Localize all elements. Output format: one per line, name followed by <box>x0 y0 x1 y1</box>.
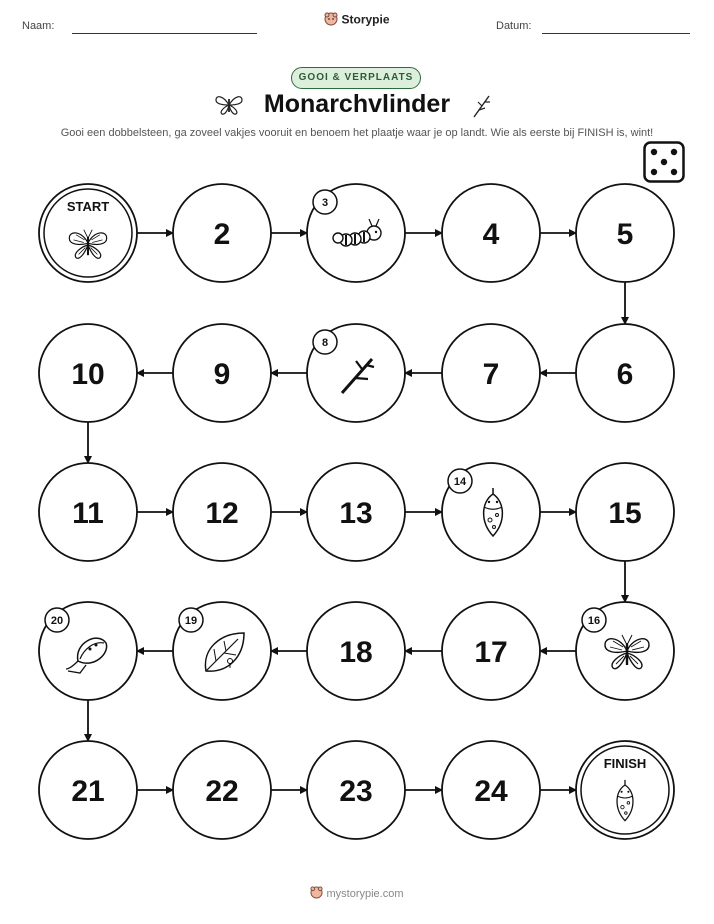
cell-number: 5 <box>616 218 634 251</box>
cell-number: 22 <box>205 775 239 808</box>
cell-number: 19 <box>184 615 198 627</box>
cell-number: 18 <box>339 636 373 669</box>
cell-number: 15 <box>608 497 642 530</box>
cell-number: 8 <box>321 337 329 349</box>
date-label: Datum: <box>496 20 532 32</box>
board-cell <box>576 463 674 561</box>
cell-label: FINISH <box>603 756 647 771</box>
board-cell <box>576 324 674 422</box>
board-cell <box>576 602 674 700</box>
board-cell <box>39 324 137 422</box>
cell-number: 11 <box>72 497 104 530</box>
board-cell <box>307 463 405 561</box>
cell-number: 13 <box>339 497 373 530</box>
cell-label: START <box>66 199 110 214</box>
footer-url: mystorypie.com <box>326 887 404 900</box>
cell-number: 10 <box>71 358 105 391</box>
cell-number: 3 <box>321 197 329 209</box>
name-label: Naam: <box>22 20 55 32</box>
board-cell <box>442 741 540 839</box>
cell-number: 12 <box>205 497 239 530</box>
cell-number: 23 <box>339 775 373 808</box>
board-cell <box>173 741 271 839</box>
cell-number: 9 <box>213 358 231 391</box>
cell-number: 20 <box>50 615 64 627</box>
board-cell <box>576 184 674 282</box>
board-cell <box>442 184 540 282</box>
cell-number: 2 <box>213 218 231 251</box>
board-cell <box>39 463 137 561</box>
board-cell <box>173 324 271 422</box>
cell-number: 14 <box>453 476 467 488</box>
cell-number: 6 <box>616 358 634 391</box>
board-cell <box>442 602 540 700</box>
board-cell <box>173 463 271 561</box>
board-cell <box>307 184 405 282</box>
brand-name: Storypie <box>341 12 390 27</box>
cell-number: 17 <box>474 636 508 669</box>
page-title: Monarchvlinder <box>263 90 451 118</box>
board-cell <box>307 324 405 422</box>
game-type-badge: GOOI & VERPLAATS <box>291 67 421 89</box>
board-cell <box>576 741 674 839</box>
board-cell <box>442 324 540 422</box>
cell-number: 24 <box>474 775 508 808</box>
board-cell <box>307 602 405 700</box>
instructions: Gooi een dobbelsteen, ga zoveel vakjes vooruit en benoem het plaatje waar je op landt. Wie als eerste bij FINISH is, wint! <box>60 127 654 139</box>
storypie-logo-icon <box>310 886 323 902</box>
board-cell <box>39 602 137 700</box>
board-cell <box>39 184 137 282</box>
board-cell <box>442 463 540 561</box>
cell-number: 21 <box>71 775 105 808</box>
cell-number: 7 <box>482 358 500 391</box>
cell-number: 16 <box>587 615 601 627</box>
footer <box>0 886 714 902</box>
board-cell <box>173 184 271 282</box>
board-cell <box>39 741 137 839</box>
cell-number: 4 <box>482 218 500 251</box>
board-cell <box>173 602 271 700</box>
board-cell <box>307 741 405 839</box>
